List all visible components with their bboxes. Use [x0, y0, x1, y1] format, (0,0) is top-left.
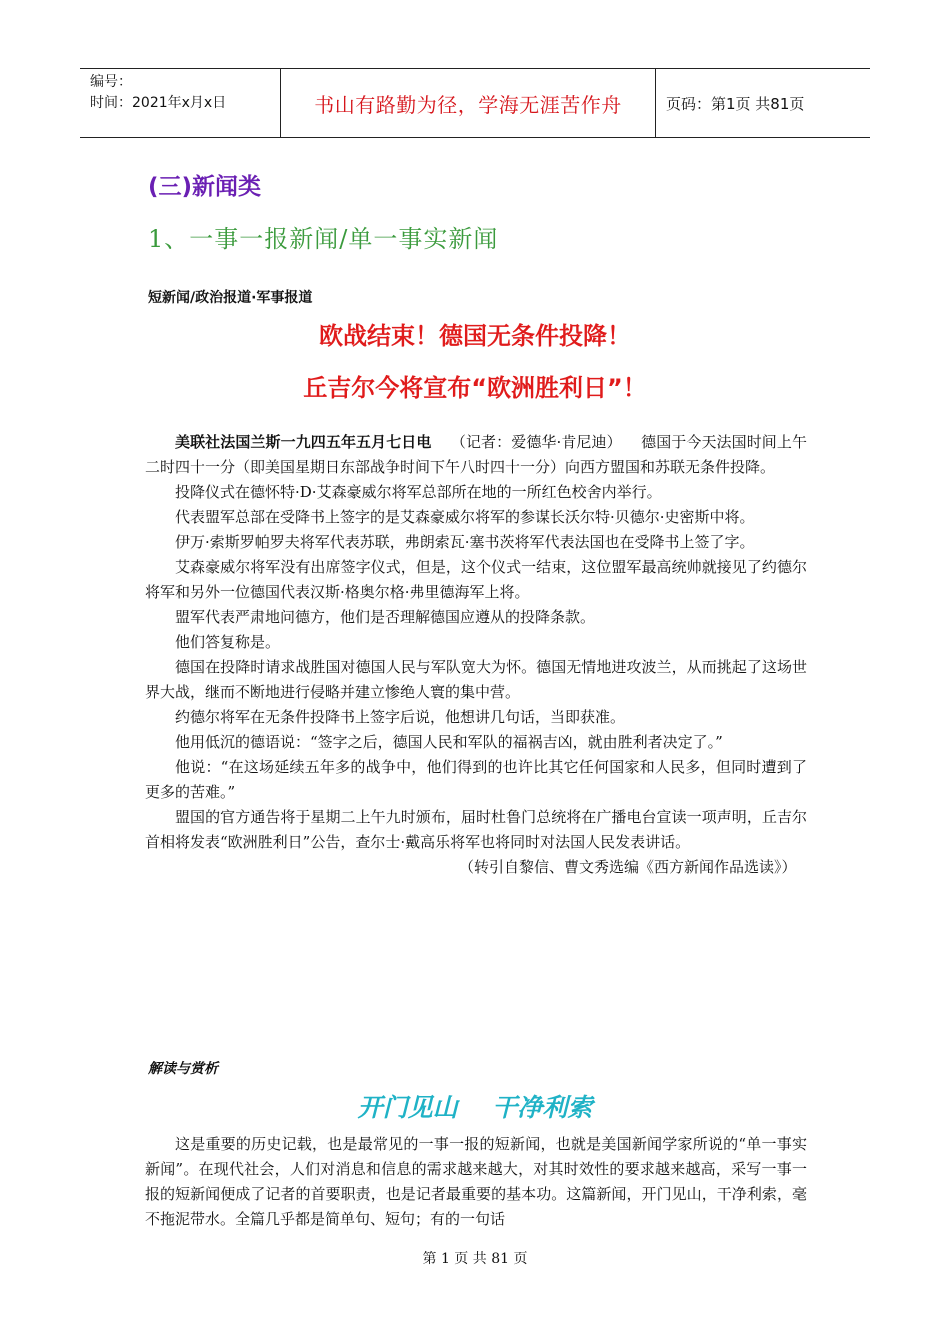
commentary-title: 开门见山 干净利索	[357, 1093, 593, 1122]
dateline: 美联社法国兰斯一九四五年五月七日电	[175, 433, 432, 451]
article-paragraph: 伊万·索斯罗帕罗夫将军代表苏联，弗朗索瓦·塞书茨将军代表法国也在受降书上签了字。	[175, 533, 755, 551]
commentary-paragraph: 这是重要的历史记载，也是最常见的一事一报的短新闻，也就是美国新闻学家所说的“单一事实新闻”。在现代社会，人们对消息和信息的需求越来越大，对其时效性的要求越来越高，采写一事一报的短新闻便成了记者的首要职责，也是记者最重要的基本功。这篇新闻，开门见山，干净利索，毫不拖泥带水。全篇几乎都是简单句、短句；有的一句话	[145, 1135, 807, 1228]
page-footer: 第 1 页 共 81 页	[422, 1251, 528, 1267]
reading-label: 解读与赏析	[148, 1061, 218, 1077]
header-page-info: 页码：第1页 共81页	[666, 94, 805, 113]
article-paragraph: 盟国的官方通告将于星期二上午九时颁布，届时杜鲁门总统将在广播电台宣读一项声明，丘吉尔首相将发表“欧洲胜利日”公告，查尔士·戴高乐将军也将同时对法国人民发表讲话。	[145, 808, 807, 851]
article-paragraph: 艾森豪威尔将军没有出席签字仪式，但是，这个仪式一结束，这位盟军最高统帅就接见了约德尔将军和另外一位德国代表汉斯·格奥尔格·弗里德海军上将。	[145, 558, 807, 601]
article-source: （转引自黎信、曹文秀选编《西方新闻作品选读》）	[459, 858, 797, 876]
category-label: 短新闻/政治报道·军事报道	[148, 290, 313, 306]
reporter: （记者：爱德华·肯尼迪）	[450, 433, 622, 451]
header-meta	[80, 69, 281, 137]
article-paragraph: 盟军代表严肃地问德方，他们是否理解德国应遵从的投降条款。	[175, 608, 596, 626]
subsection-title: 1、一事一报新闻/单一事实新闻	[148, 225, 499, 253]
article-paragraph: 德国在投降时请求战胜国对德国人民与军队宽大为怀。德国无情地进攻波兰，从而挑起了这场世界大战，继而不断地进行侵略并建立惨绝人寰的集中营。	[145, 658, 807, 701]
header-motto: 书山有路勤为径，学海无涯苦作舟	[281, 69, 656, 137]
article-paragraph: 他用低沉的德语说：“签字之后，德国人民和军队的福祸吉凶，就由胜利者决定了。”	[175, 733, 723, 751]
article-paragraph: 他说：“在这场延续五年多的战争中，他们得到的也许比其它任何国家和人民多，但同时遭到了更多的苦难。”	[145, 758, 807, 801]
article-lead-paragraph	[145, 430, 807, 480]
article-paragraph: 他们答复称是。	[175, 633, 281, 651]
section-title: (三)新闻类	[148, 174, 262, 200]
headline-secondary: 丘吉尔今将宣布“欧洲胜利日”！	[303, 374, 647, 402]
commentary	[145, 1132, 807, 1232]
news-article	[145, 430, 807, 880]
article-paragraph: 投降仪式在德怀特·D·艾森豪威尔将军总部所在地的一所红色校舍内举行。	[175, 483, 662, 501]
lead-text: 德国于今天法国时间上午二时四十一分（即美国星期日东部战争时间下午八时四十一分）向西方盟国和苏联无条件投降。	[145, 433, 807, 476]
article-paragraph: 约德尔将军在无条件投降书上签字后说，他想讲几句话，当即获准。	[175, 708, 626, 726]
article-paragraph: 代表盟军总部在受降书上签字的是艾森豪威尔将军的参谋长沃尔特·贝德尔·史密斯中将。	[175, 508, 755, 526]
date-label: 时间：2021年x月x日	[90, 95, 227, 111]
headline-main: 欧战结束！德国无条件投降！	[319, 322, 631, 350]
number-label: 编号：	[90, 74, 132, 90]
page-header	[80, 68, 870, 138]
